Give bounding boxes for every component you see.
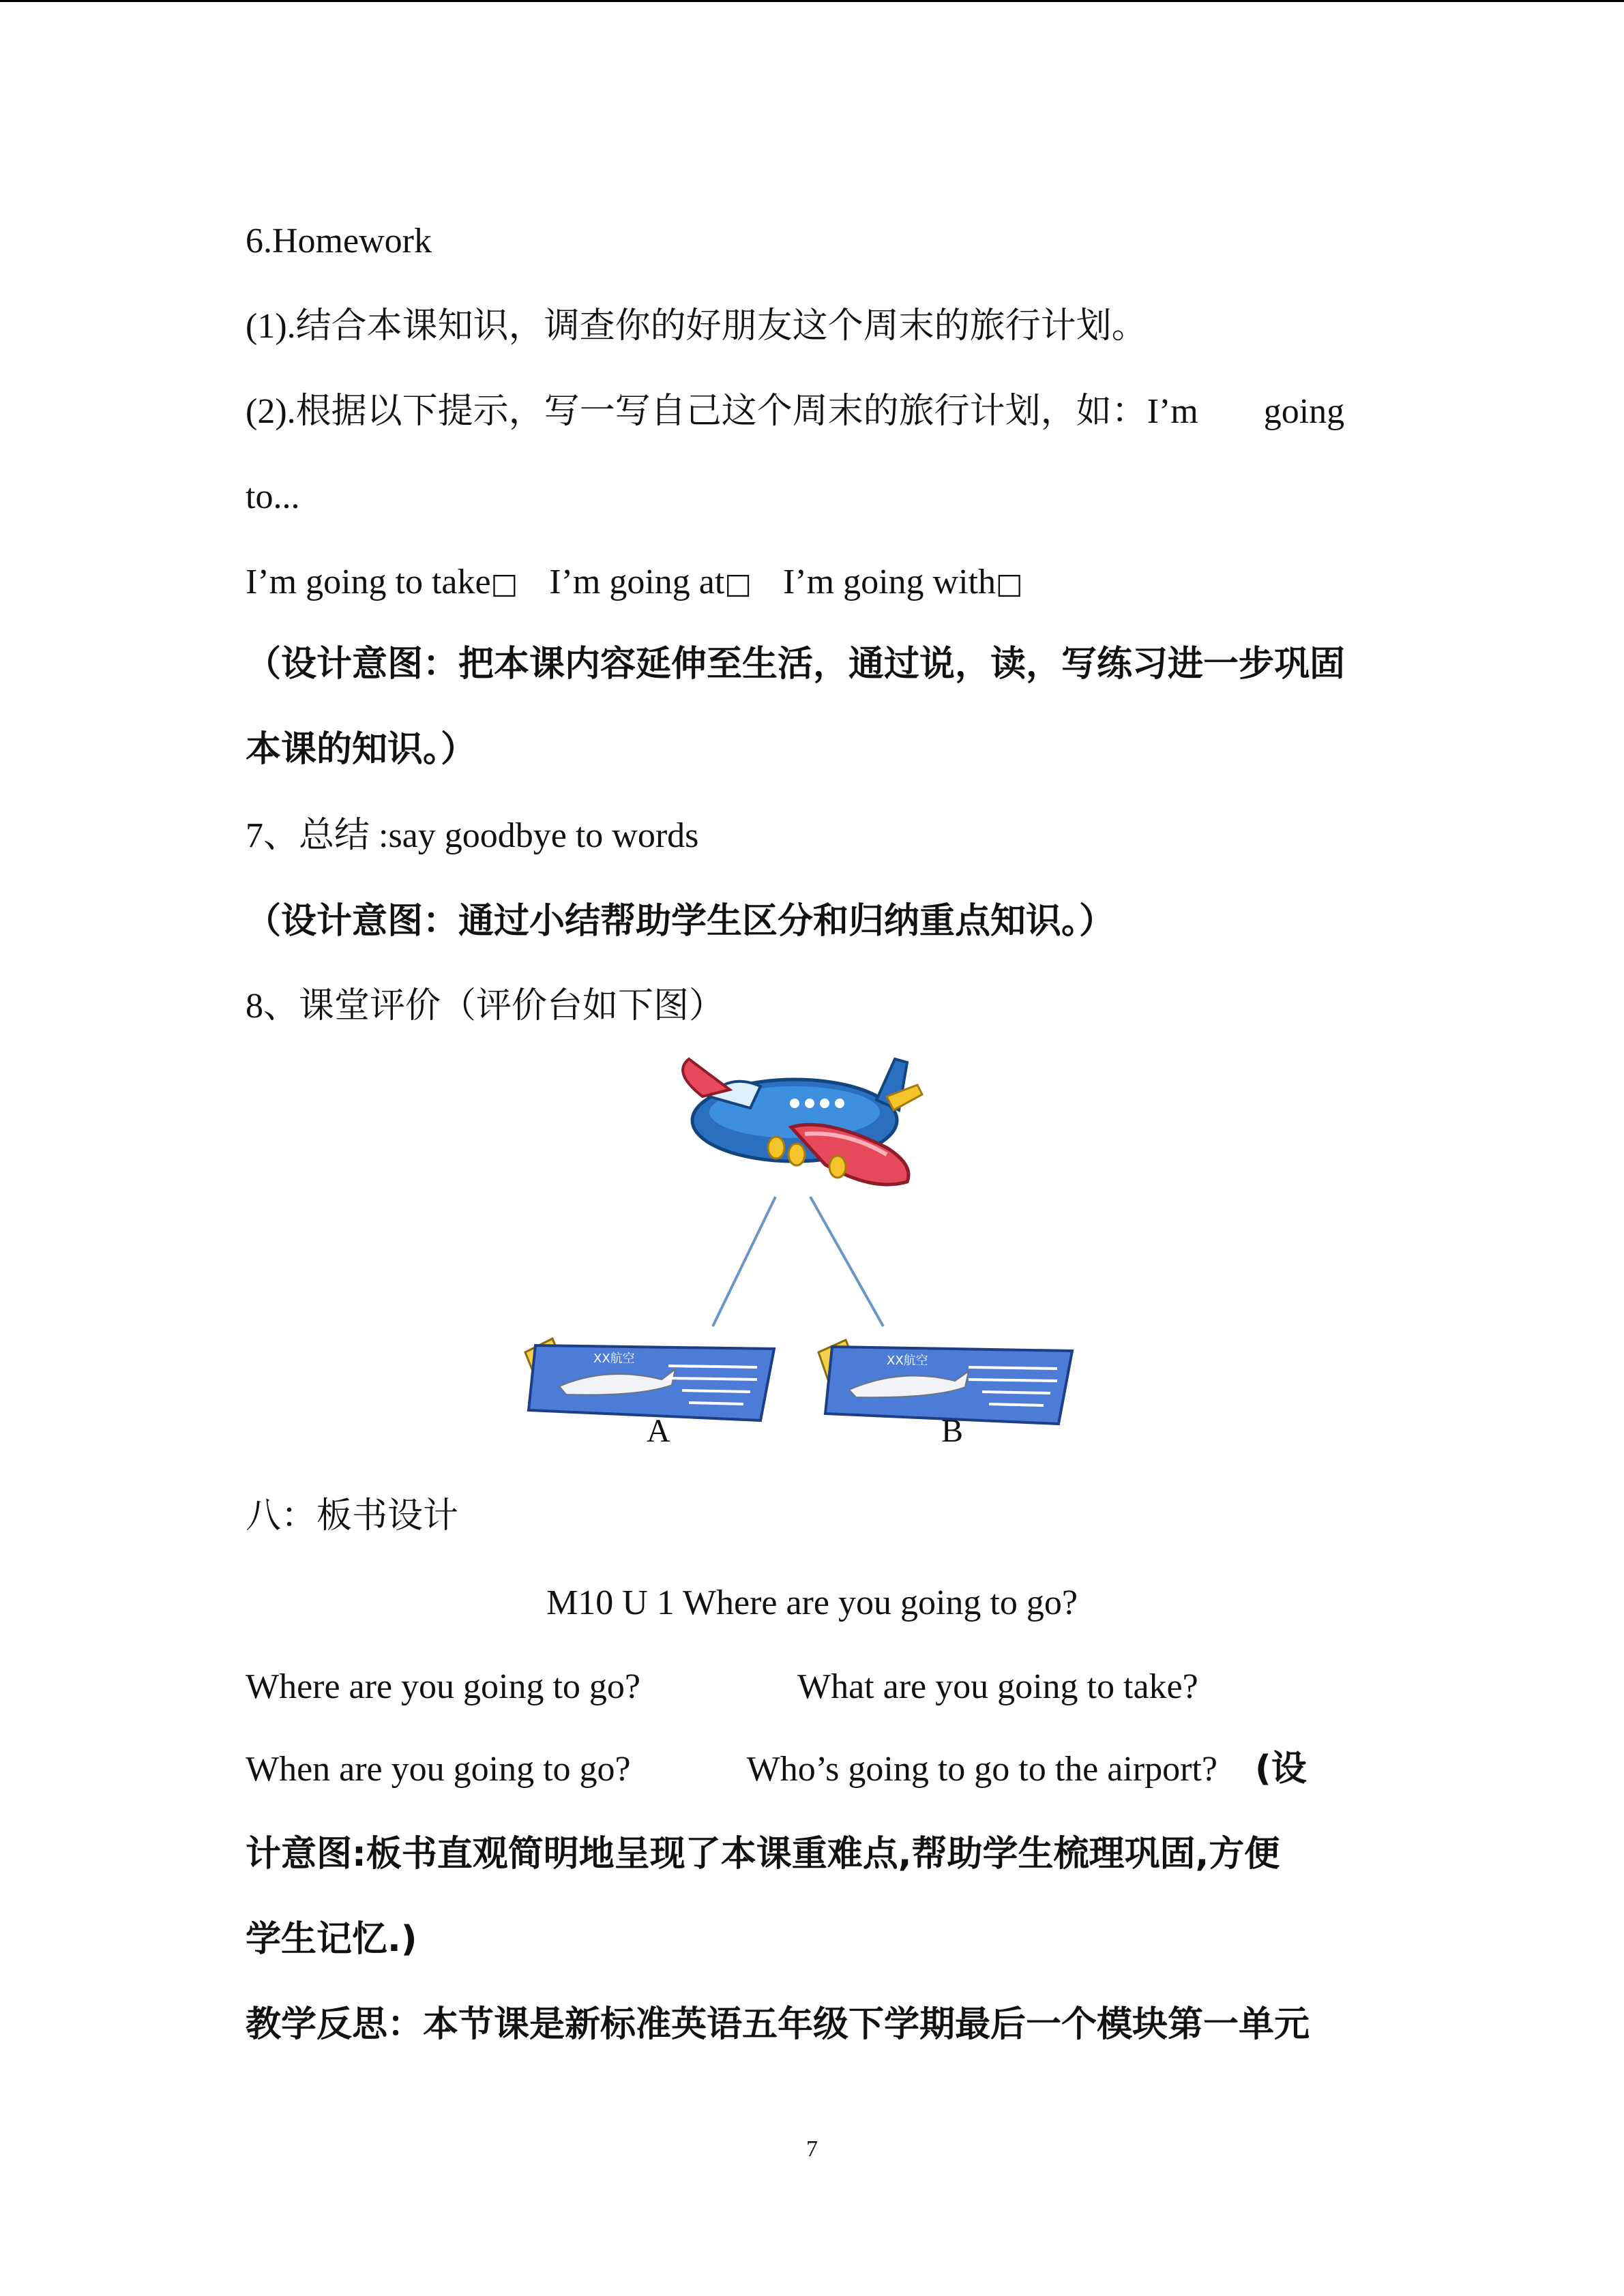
ticket-b-airline: XX航空	[887, 1354, 928, 1368]
design-intent-3-cont: 学生记忆.)	[246, 1919, 417, 1960]
page-number: 7	[806, 2136, 818, 2162]
board-row-1	[246, 1669, 1198, 1705]
ticket-a-icon	[525, 1339, 774, 1420]
board-row-2	[246, 1748, 1307, 1789]
homework-item-1: (1).结合本课知识，调查你的好朋友这个周末的旅行计划。	[246, 307, 1147, 346]
prompt-at: I’m going at	[549, 563, 725, 601]
blank-box: □	[490, 567, 518, 600]
ticket-b-label: B	[941, 1413, 964, 1449]
homework-item-2-going: going	[1263, 392, 1345, 431]
connector-line-a	[713, 1197, 776, 1326]
homework-heading: 6.Homework	[246, 222, 432, 260]
homework-item-2	[246, 394, 1344, 430]
homework-item-2-cont: to...	[246, 477, 300, 516]
prompt-with: I’m going with	[783, 563, 996, 601]
blank-box: □	[996, 567, 1023, 600]
ticket-a-label: A	[647, 1413, 670, 1449]
ticket-b-icon	[818, 1340, 1072, 1424]
evaluation-heading: 8、课堂评价（评价台如下图）	[246, 987, 725, 1026]
homework-item-2-text: (2).根据以下提示，写一写自己这个周末的旅行计划，如：I’m	[246, 392, 1198, 431]
board-design-heading: 八：板书设计	[246, 1497, 459, 1536]
board-question-where: Where are you going to go?	[246, 1667, 641, 1706]
sentence-prompts	[246, 565, 1023, 600]
ticket-a-airline: XX航空	[593, 1352, 635, 1366]
prompt-take: I’m going to take	[246, 563, 491, 601]
teaching-reflection: 教学反思：本节课是新标准英语五年级下学期最后一个模块第一单元	[246, 2004, 1310, 2045]
airplane-icon	[683, 1059, 922, 1184]
design-intent-1: （设计意图：把本课内容延伸至生活，通过说，读，写练习进一步巩固	[246, 644, 1346, 685]
design-intent-3: 计意图:板书直观简明地呈现了本课重难点,帮助学生梳理巩固,方便	[246, 1834, 1280, 1875]
board-question-what: What are you going to take?	[797, 1667, 1198, 1706]
board-title: M10 U 1 Where are you going to go?	[546, 1583, 1078, 1622]
blank-box: □	[724, 567, 752, 600]
board-question-who: Who’s going to go to the airport?	[746, 1750, 1217, 1789]
design-intent-3-start: (设	[1254, 1748, 1307, 1789]
connector-line-b	[810, 1197, 883, 1326]
design-intent-1-cont: 本课的知识。）	[246, 729, 477, 770]
plane-ticket-diagram	[505, 1045, 1105, 1455]
evaluation-diagram	[505, 1045, 1105, 1455]
summary-line: 7、总结 :say goodbye to words	[246, 816, 699, 855]
design-intent-2: （设计意图：通过小结帮助学生区分和归纳重点知识。）	[246, 901, 1115, 942]
board-question-when: When are you going to go?	[246, 1750, 631, 1789]
